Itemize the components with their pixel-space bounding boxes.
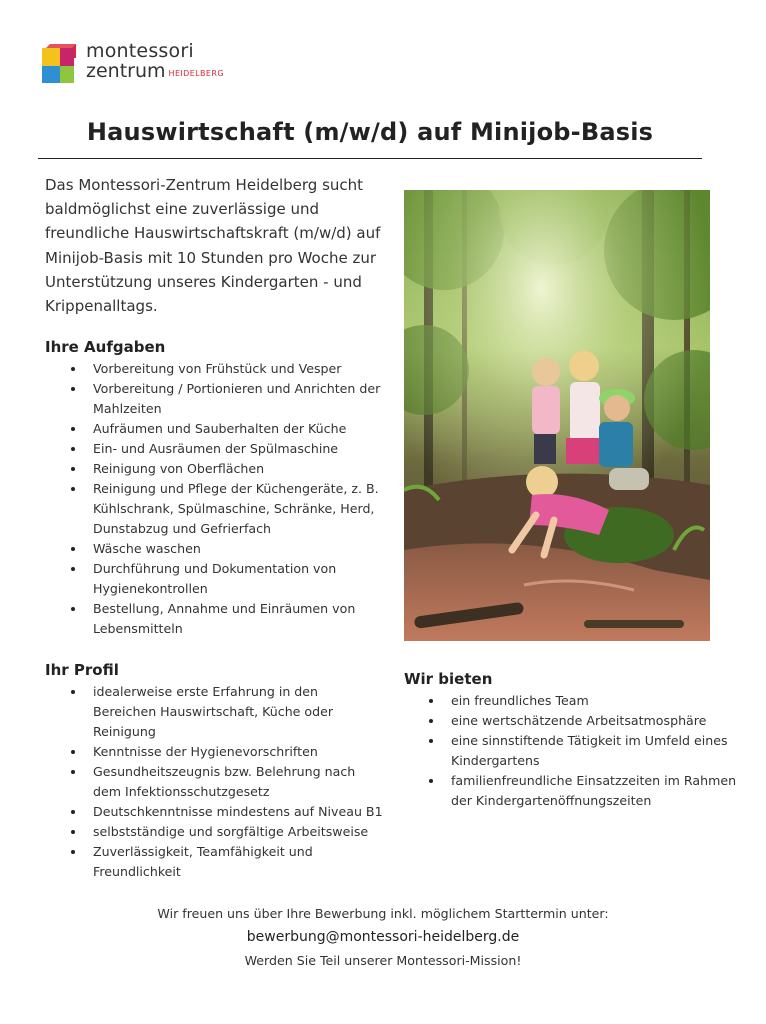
child-body — [599, 422, 633, 467]
footer-mission-note: Werden Sie Teil unserer Montessori-Mission! — [244, 953, 522, 968]
child-head — [526, 466, 558, 498]
footer-email-link[interactable]: bewerbung@montessori-heidelberg.de — [246, 929, 520, 945]
logo-text — [86, 42, 224, 81]
logo-wordmark-line1: montessori — [86, 40, 194, 62]
photo-illustration — [404, 190, 710, 641]
child-body — [570, 382, 600, 442]
list-item: Aufräumen und Sauberhalten der Küche — [63, 419, 393, 439]
child-legs — [534, 434, 556, 464]
logo-cube-icon — [40, 44, 78, 84]
child-head — [532, 358, 560, 386]
child-head — [604, 395, 630, 421]
child-body — [532, 386, 560, 434]
logo-wordmark-line2 — [86, 62, 224, 81]
page-title: Hauswirtschaft (m/w/d) auf Minijob-Basis — [86, 118, 654, 146]
list-item: Ein- und Ausräumen der Spülmaschine — [63, 439, 393, 459]
list-item: Vorbereitung / Portionieren und Anrichten der Mahlzeiten — [63, 379, 393, 419]
logo — [40, 40, 224, 86]
logo-city: HEIDELBERG — [168, 69, 224, 78]
tasks-list — [63, 359, 393, 639]
children-playing-photo — [404, 190, 710, 641]
child-head — [569, 351, 599, 381]
title-divider — [38, 158, 702, 159]
list-item: Zuverlässigkeit, Teamfähigkeit und Freundlichkeit — [63, 842, 383, 882]
list-item: eine wertschätzende Arbeitsatmosphäre — [421, 711, 751, 731]
list-item: selbstständige und sorgfältige Arbeitsweise — [63, 822, 383, 842]
tasks-heading: Ihre Aufgaben — [45, 338, 166, 356]
logo-wordmark-zentrum: zentrum — [86, 60, 166, 82]
list-item: Gesundheitszeugnis bzw. Belehrung nach dem Infektionsschutzgesetz — [63, 762, 383, 802]
list-item: Durchführung und Dokumentation von Hygienekontrollen — [63, 559, 393, 599]
profile-list — [63, 682, 383, 882]
logo-cube-green — [60, 66, 74, 83]
intro-paragraph: Das Montessori-Zentrum Heidelberg sucht baldmöglichst eine zuverlässige und freundliche Hauswirtschaftskraft (m/w/d) auf Minijob-Basis mit 10 Stunden pro Woche zur Unterstützung unseres Kindergarten - und Krippenalltags. — [45, 176, 381, 316]
child-skirt — [566, 438, 602, 464]
offer-list — [421, 691, 751, 811]
logo-cube-yellow — [42, 48, 60, 66]
list-item: eine sinnstiftende Tätigkeit im Umfeld eines Kindergartens — [421, 731, 751, 771]
list-item: Bestellung, Annahme und Einräumen von Lebensmitteln — [63, 599, 393, 639]
child-legs — [609, 468, 649, 490]
list-item: Reinigung und Pflege der Küchengeräte, z. B. Kühlschrank, Spülmaschine, Schränke, Herd, Dunstabzug und Gefrierfach — [63, 479, 393, 539]
logo-cube-pink — [60, 48, 74, 66]
profile-heading: Ihr Profil — [45, 661, 119, 679]
offer-heading: Wir bieten — [404, 670, 493, 688]
list-item: ein freundliches Team — [421, 691, 751, 711]
footer-application-note: Wir freuen uns über Ihre Bewerbung inkl. möglichem Starttermin unter: — [157, 906, 609, 921]
list-item: Deutschkenntnisse mindestens auf Niveau B1 — [63, 802, 383, 822]
log — [584, 620, 684, 628]
logo-cube-blue — [42, 66, 60, 83]
list-item: Reinigung von Oberflächen — [63, 459, 393, 479]
list-item: Wäsche waschen — [63, 539, 393, 559]
list-item: idealerweise erste Erfahrung in den Bereichen Hauswirtschaft, Küche oder Reinigung — [63, 682, 383, 742]
list-item: Kenntnisse der Hygienevorschriften — [63, 742, 383, 762]
list-item: Vorbereitung von Frühstück und Vesper — [63, 359, 393, 379]
list-item: familienfreundliche Einsatzzeiten im Rahmen der Kindergartenöffnungszeiten — [421, 771, 751, 811]
logo-cube-red-top — [46, 44, 76, 48]
